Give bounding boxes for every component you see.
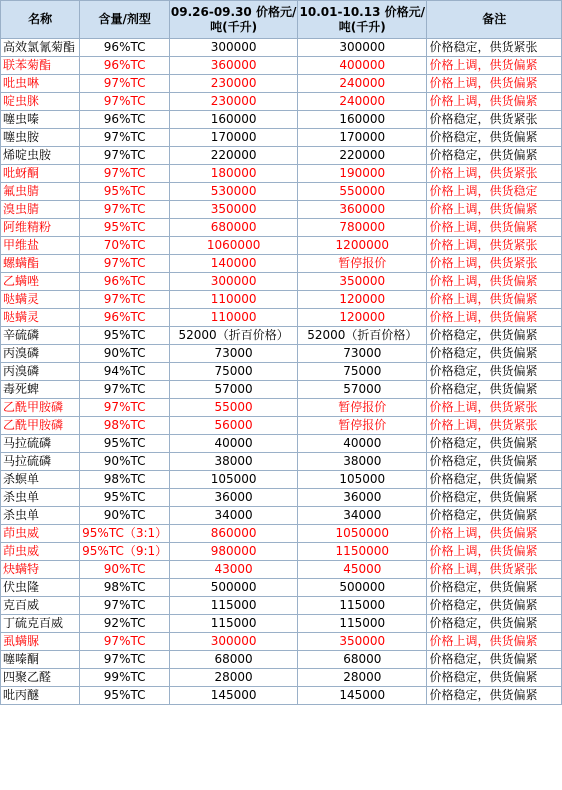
cell-name: 溴虫腈 [1,201,80,219]
cell-price-period2: 73000 [298,345,427,363]
cell-name: 吡蚜酮 [1,165,80,183]
cell-spec: 90%TC [80,507,170,525]
cell-price-period2: 105000 [298,471,427,489]
cell-price-period2: 52000（折百价格） [298,327,427,345]
cell-note: 价格稳定，供货偏紧 [427,651,562,669]
cell-price-period2: 暂停报价 [298,255,427,273]
cell-price-period1: 55000 [170,399,298,417]
cell-name: 茚虫威 [1,525,80,543]
cell-spec: 95%TC [80,327,170,345]
cell-price-period2: 45000 [298,561,427,579]
cell-spec: 97%TC [80,165,170,183]
cell-price-period1: 230000 [170,75,298,93]
cell-price-period2: 240000 [298,93,427,111]
header-name: 名称 [1,1,80,39]
cell-price-period2: 75000 [298,363,427,381]
cell-note: 价格上调，供货紧张 [427,165,562,183]
cell-name: 杀虫单 [1,507,80,525]
cell-note: 价格稳定，供货偏紧 [427,489,562,507]
cell-note: 价格稳定，供货偏紧 [427,687,562,705]
cell-price-period2: 68000 [298,651,427,669]
cell-note: 价格上调，供货偏紧 [427,543,562,561]
cell-name: 马拉硫磷 [1,453,80,471]
cell-spec: 92%TC [80,615,170,633]
cell-price-period2: 40000 [298,435,427,453]
cell-note: 价格稳定，供货偏紧 [427,669,562,687]
cell-name: 噻虫嗪 [1,111,80,129]
cell-price-period2: 1050000 [298,525,427,543]
cell-spec: 98%TC [80,417,170,435]
cell-price-period1: 220000 [170,147,298,165]
cell-price-period1: 115000 [170,615,298,633]
cell-note: 价格稳定，供货偏紧 [427,129,562,147]
cell-spec: 96%TC [80,111,170,129]
cell-note: 价格上调，供货偏紧 [427,93,562,111]
cell-price-period1: 38000 [170,453,298,471]
cell-spec: 97%TC [80,381,170,399]
cell-spec: 97%TC [80,93,170,111]
table-row [1,489,562,507]
cell-note: 价格上调，供货稳定 [427,183,562,201]
cell-note: 价格上调，供货偏紧 [427,75,562,93]
cell-spec: 95%TC（3:1） [80,525,170,543]
cell-price-period1: 40000 [170,435,298,453]
cell-name: 联苯菊酯 [1,57,80,75]
table-row [1,615,562,633]
cell-spec: 97%TC [80,633,170,651]
table-row [1,219,562,237]
cell-note: 价格稳定，供货偏紧 [427,507,562,525]
cell-price-period1: 68000 [170,651,298,669]
cell-spec: 70%TC [80,237,170,255]
cell-note: 价格上调，供货偏紧 [427,57,562,75]
cell-note: 价格稳定，供货偏紧 [427,453,562,471]
cell-spec: 98%TC [80,471,170,489]
cell-price-period1: 57000 [170,381,298,399]
cell-note: 价格稳定，供货偏紧 [427,615,562,633]
cell-price-period1: 360000 [170,57,298,75]
cell-price-period1: 680000 [170,219,298,237]
cell-name: 杀螟单 [1,471,80,489]
cell-name: 吡虫啉 [1,75,80,93]
cell-price-period2: 160000 [298,111,427,129]
table-row [1,651,562,669]
header-spec: 含量/剂型 [80,1,170,39]
cell-price-period1: 43000 [170,561,298,579]
table-row [1,255,562,273]
table-row [1,201,562,219]
cell-name: 毒死蜱 [1,381,80,399]
cell-note: 价格上调，供货偏紧 [427,201,562,219]
cell-price-period2: 38000 [298,453,427,471]
cell-price-period2: 350000 [298,273,427,291]
table-row [1,417,562,435]
cell-price-period2: 1150000 [298,543,427,561]
cell-note: 价格稳定，供货紧张 [427,111,562,129]
table-row [1,363,562,381]
cell-price-period2: 360000 [298,201,427,219]
cell-name: 马拉硫磷 [1,435,80,453]
cell-note: 价格上调，供货偏紧 [427,633,562,651]
cell-name: 噻虫胺 [1,129,80,147]
cell-note: 价格稳定，供货偏紧 [427,327,562,345]
cell-note: 价格稳定，供货偏紧 [427,345,562,363]
cell-note: 价格稳定，供货偏紧 [427,471,562,489]
table-row [1,345,562,363]
cell-price-period1: 160000 [170,111,298,129]
cell-note: 价格稳定，供货偏紧 [427,579,562,597]
header-note: 备注 [427,1,562,39]
cell-price-period2: 暂停报价 [298,417,427,435]
cell-spec: 90%TC [80,345,170,363]
cell-spec: 96%TC [80,57,170,75]
cell-name: 丙溴磷 [1,345,80,363]
table-row [1,75,562,93]
table-row [1,165,562,183]
cell-price-period2: 300000 [298,39,427,57]
table-row [1,183,562,201]
cell-name: 哒螨灵 [1,291,80,309]
cell-price-period1: 110000 [170,309,298,327]
cell-price-period2: 350000 [298,633,427,651]
cell-name: 丙溴磷 [1,363,80,381]
cell-note: 价格上调，供货紧张 [427,255,562,273]
cell-price-period1: 52000（折百价格） [170,327,298,345]
cell-price-period2: 1200000 [298,237,427,255]
table-row [1,111,562,129]
cell-name: 杀虫单 [1,489,80,507]
cell-note: 价格上调，供货紧张 [427,237,562,255]
table-row [1,597,562,615]
cell-spec: 96%TC [80,39,170,57]
table-row [1,273,562,291]
cell-note: 价格稳定，供货偏紧 [427,363,562,381]
table-row [1,39,562,57]
cell-name: 甲维盐 [1,237,80,255]
cell-note: 价格稳定，供货偏紧 [427,381,562,399]
cell-spec: 97%TC [80,291,170,309]
cell-note: 价格上调，供货紧张 [427,399,562,417]
cell-name: 螺螨酯 [1,255,80,273]
table-row [1,291,562,309]
cell-price-period1: 300000 [170,633,298,651]
cell-price-period1: 28000 [170,669,298,687]
cell-name: 虱螨脲 [1,633,80,651]
cell-name: 乙酰甲胺磷 [1,399,80,417]
cell-price-period1: 110000 [170,291,298,309]
cell-price-period1: 140000 [170,255,298,273]
cell-price-period1: 145000 [170,687,298,705]
cell-price-period1: 1060000 [170,237,298,255]
table-row [1,93,562,111]
cell-name: 噻嗪酮 [1,651,80,669]
cell-note: 价格稳定，供货偏紧 [427,597,562,615]
cell-price-period2: 36000 [298,489,427,507]
cell-price-period2: 220000 [298,147,427,165]
cell-price-period1: 115000 [170,597,298,615]
cell-note: 价格上调，供货紧张 [427,561,562,579]
cell-price-period2: 170000 [298,129,427,147]
table-row [1,237,562,255]
table-row [1,561,562,579]
cell-price-period1: 73000 [170,345,298,363]
cell-name: 吡丙醚 [1,687,80,705]
cell-price-period2: 120000 [298,309,427,327]
cell-spec: 98%TC [80,579,170,597]
cell-name: 茚虫威 [1,543,80,561]
table-row [1,399,562,417]
table-row [1,435,562,453]
cell-spec: 97%TC [80,75,170,93]
cell-spec: 95%TC [80,435,170,453]
cell-name: 炔螨特 [1,561,80,579]
cell-note: 价格上调，供货紧张 [427,417,562,435]
table-row [1,525,562,543]
table-row [1,507,562,525]
cell-price-period2: 115000 [298,597,427,615]
cell-spec: 94%TC [80,363,170,381]
cell-spec: 97%TC [80,147,170,165]
cell-name: 哒螨灵 [1,309,80,327]
cell-note: 价格上调，供货偏紧 [427,219,562,237]
cell-name: 烯啶虫胺 [1,147,80,165]
cell-price-period2: 145000 [298,687,427,705]
cell-price-period1: 500000 [170,579,298,597]
cell-price-period2: 57000 [298,381,427,399]
header-period2: 10.01-10.13 价格元/吨(千升) [298,1,427,39]
cell-price-period2: 28000 [298,669,427,687]
header-row [1,1,562,39]
cell-name: 啶虫脒 [1,93,80,111]
table-row [1,579,562,597]
table-row [1,57,562,75]
table-row [1,309,562,327]
cell-spec: 95%TC [80,183,170,201]
cell-name: 丁硫克百威 [1,615,80,633]
cell-name: 氟虫腈 [1,183,80,201]
table-header [1,1,562,39]
table-body [1,39,562,705]
cell-name: 乙酰甲胺磷 [1,417,80,435]
table-row [1,381,562,399]
cell-name: 高效氯氰菊酯 [1,39,80,57]
cell-spec: 96%TC [80,273,170,291]
cell-price-period1: 36000 [170,489,298,507]
cell-price-period1: 530000 [170,183,298,201]
cell-spec: 90%TC [80,453,170,471]
cell-spec: 97%TC [80,129,170,147]
cell-name: 阿维精粉 [1,219,80,237]
cell-note: 价格稳定，供货偏紧 [427,435,562,453]
cell-price-period2: 240000 [298,75,427,93]
cell-note: 价格稳定，供货紧张 [427,39,562,57]
cell-spec: 95%TC [80,687,170,705]
cell-note: 价格稳定，供货偏紧 [427,147,562,165]
table-row [1,129,562,147]
cell-spec: 97%TC [80,399,170,417]
table-row [1,453,562,471]
cell-spec: 95%TC [80,219,170,237]
cell-spec: 97%TC [80,597,170,615]
cell-spec: 97%TC [80,201,170,219]
cell-price-period1: 75000 [170,363,298,381]
cell-price-period1: 180000 [170,165,298,183]
header-period1: 09.26-09.30 价格元/吨(千升) [170,1,298,39]
cell-spec: 90%TC [80,561,170,579]
cell-spec: 96%TC [80,309,170,327]
table-row [1,147,562,165]
cell-price-period2: 500000 [298,579,427,597]
cell-spec: 97%TC [80,651,170,669]
table-row [1,687,562,705]
cell-price-period2: 400000 [298,57,427,75]
cell-price-period2: 550000 [298,183,427,201]
table-row [1,633,562,651]
table-row [1,543,562,561]
cell-price-period1: 105000 [170,471,298,489]
cell-spec: 97%TC [80,255,170,273]
cell-price-period2: 780000 [298,219,427,237]
cell-price-period1: 56000 [170,417,298,435]
cell-name: 克百威 [1,597,80,615]
table-row [1,669,562,687]
cell-price-period2: 34000 [298,507,427,525]
cell-spec: 99%TC [80,669,170,687]
cell-price-period1: 34000 [170,507,298,525]
cell-note: 价格上调，供货偏紧 [427,273,562,291]
cell-price-period2: 190000 [298,165,427,183]
cell-name: 辛硫磷 [1,327,80,345]
cell-price-period1: 300000 [170,39,298,57]
cell-price-period1: 980000 [170,543,298,561]
cell-spec: 95%TC [80,489,170,507]
cell-price-period2: 120000 [298,291,427,309]
cell-price-period1: 170000 [170,129,298,147]
cell-name: 四聚乙醛 [1,669,80,687]
cell-price-period1: 350000 [170,201,298,219]
table-row [1,327,562,345]
cell-price-period1: 230000 [170,93,298,111]
cell-note: 价格上调，供货偏紧 [427,309,562,327]
table-row [1,471,562,489]
cell-spec: 95%TC（9:1） [80,543,170,561]
cell-price-period2: 115000 [298,615,427,633]
cell-name: 伏虫隆 [1,579,80,597]
cell-price-period1: 860000 [170,525,298,543]
cell-price-period1: 300000 [170,273,298,291]
cell-note: 价格上调，供货偏紧 [427,291,562,309]
cell-note: 价格上调，供货偏紧 [427,525,562,543]
cell-name: 乙螨唑 [1,273,80,291]
cell-price-period2: 暂停报价 [298,399,427,417]
